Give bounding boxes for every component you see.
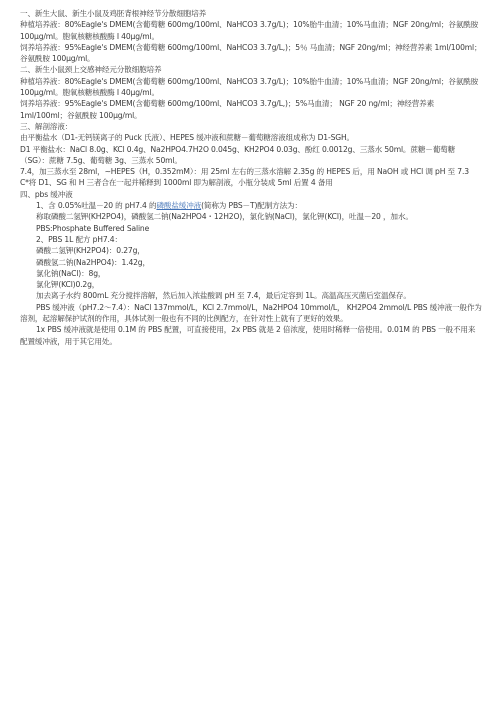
paragraph-na2hpo4: 磷酸氢二钠(Na2HPO4)：1.42g， <box>36 257 150 267</box>
paragraph-dissection-solution: C*将 D1、SG 和 H 三者合在一起并稀释到 1000ml 即为解剖液，小瓶分装成 5ml 后置 4 备用 <box>20 178 333 188</box>
paragraph-pbs-full-name: PBS:Phosphate Buffered Saline <box>36 223 150 233</box>
paragraph-pbs-t-reagents: 称取磷酸二氢钾(KH2PO4)，磷酸氢二钠(Na2HPO4・12H2O)，氯化钠(NaCl)，氯化钾(KCl)，吐温－20 ，加水。 <box>36 212 413 222</box>
paragraph-nacl: 氯化钠(NaCl)：8g， <box>36 268 106 278</box>
section-heading-2: 二、新生小鼠颈上交感神经元分散细胞培养 <box>20 65 162 75</box>
pbs-t-prefix: 1、含 0.05%吐温－20 的 pH7.4 的 <box>36 201 157 211</box>
paragraph-d1-saline: D1 平衡盐水：NaCl 8.0g、KCl 0.4g、Na2HPO4.7H2O 0.045g、KH2PO4 0.03g、酚红 0.0012g、三蒸水 50ml。蔗糖－葡萄糖（SG）：蔗糖 7.5g、葡萄糖 3g、三蒸水 50ml。 <box>20 144 456 165</box>
document-body <box>20 8 482 347</box>
paragraph-seeding-medium-2: 种植培养液：80%Eagle's DMEM(含葡萄糖 600mg/100ml、NaHCO3 3.7g/L)；10%胎牛血清；10%马血清；NGF 20ng/ml；谷氨酰胺 100μg/ml。胞氧核糖核酸酶 I 40μg/ml。 <box>20 76 479 98</box>
paragraph-pbs-composition: PBS 缓冲液（pH7.2～7.4）：NaCl 137mmol/L，KCl 2.7mmol/L，Na2HPO4 10mmol/L， KH2PO4 2mmol/L PBS 缓冲液一般作为溶剂，起溶解保护试剂的作用，具体试剂一般也有不同的比例配方，在针对性上就有了更好的效果。 <box>20 302 482 324</box>
section-heading-1: 一、新生大鼠、新生小鼠及鸡胚背根神经节分散细胞培养 <box>20 9 207 18</box>
pbs-t-suffix: (简称为 PBS－T)配制方法为： <box>201 201 302 211</box>
paragraph-pbs-1l-heading: 2、PBS 1L 配方 pH7.4： <box>36 234 122 244</box>
paragraph-seeding-medium-1: 种植培养液：80%Eagle's DMEM(含葡萄糖 600mg/100ml、NaHCO3 3.7g/L)；10%胎牛血清；10%马血清；NGF 20ng/ml；谷氨酰胺 100μg/ml。胞氧核糖核酸酶 I 40μg/ml。 <box>20 20 479 41</box>
section-heading-4: 四、pbs 缓冲液 <box>20 189 73 199</box>
paragraph-kh2po4: 磷酸二氢钾(KH2PO4)：0.27g， <box>36 246 145 256</box>
paragraph-pbs-t-intro <box>20 200 482 211</box>
paragraph-pbs-preparation: 加去离子水约 800mL 充分搅拌溶解，然后加入浓盐酸调 pH 至 7.4，最后定容到 1L。高温高压灭菌后室温保存。 <box>36 291 411 301</box>
paragraph-kcl: 氯化钾(KCl)0.2g， <box>36 280 100 290</box>
phosphate-buffer-link[interactable]: 磷酸盐缓冲液 <box>156 201 202 211</box>
paragraph-d1-sgh: 由平衡盐水（D1-无钙镁离子的 Puck 氏液）、HEPES 缓冲液和蔗糖－葡萄糖溶液组成称为 D1-SGH。 <box>20 133 354 143</box>
paragraph-feeding-medium-2: 饲养培养液：95%Eagle's DMEM(含葡萄糖 600mg/100ml、NaHCO3 3.7g/L,)；5%马血清； NGF 20 ng/ml；神经营养素 1ml/100ml；谷氨酰胺 100μg/ml。 <box>20 99 435 120</box>
paragraph-hepes: 7.4，加三蒸水至 28ml，~HEPES（H，0.352mM）：用 25ml 左右的三蒸水溶解 2.35g 的 HEPES 后，用 NaOH 或 HCl 调 pH 至 7.3 <box>20 167 469 177</box>
paragraph-pbs-concentration: 1x PBS 缓冲液就是使用 0.1M 的 PBS 配置，可直接使用，2x PBS 就是 2 倍浓度，使用时稀释一倍使用。0.01M 的 PBS 一般不用来配置缓冲液，用于其它用处。 <box>20 325 476 346</box>
paragraph-feeding-medium-1: 饲养培养液：95%Eagle's DMEM(含葡萄糖 600mg/100ml、NaHCO3 3.7g/L,)；5％ 马血清；NGF 20ng/ml；神经营养素 1ml/100ml；谷氨酰胺 100μg/ml。 <box>20 42 482 64</box>
section-heading-3: 三、解剖溶液： <box>20 121 73 131</box>
